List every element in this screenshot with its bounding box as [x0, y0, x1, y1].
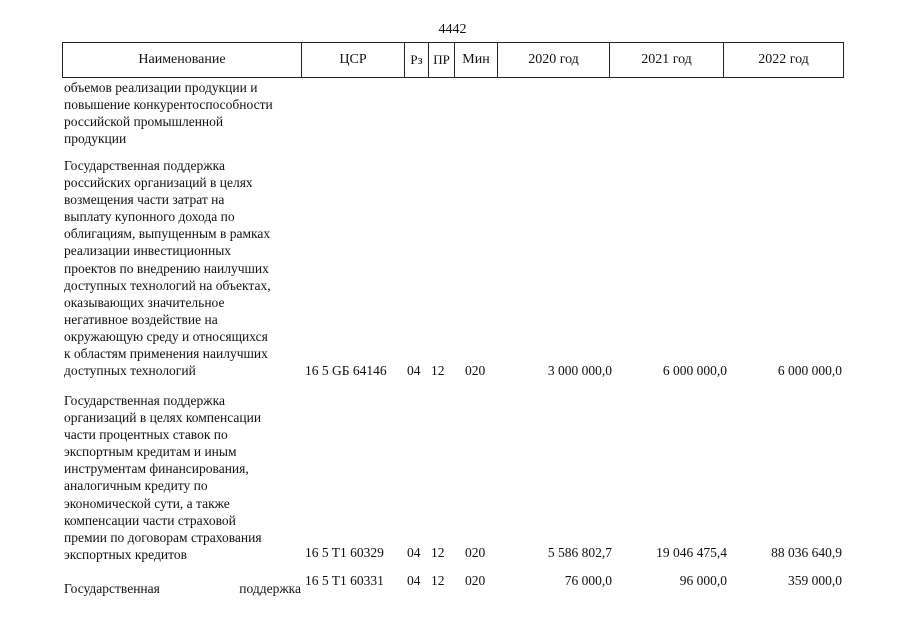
amount-2021: 96 000,0 [679, 573, 727, 588]
name-line: объемов реализации продукции и [64, 80, 258, 95]
amount-2020: 76 000,0 [564, 573, 612, 588]
name-line: продукции [64, 131, 127, 147]
name-line: российской промышленной [64, 114, 224, 130]
amount-2022: 88 036 640,9 [771, 545, 842, 560]
amount-2022: 359 000,0 [788, 573, 842, 588]
min-code: 020 [465, 573, 486, 588]
pr-code: 12 [431, 573, 445, 588]
table-row-continuation-name [64, 79, 301, 147]
name-line: негативное воздействие на [64, 311, 218, 327]
pr-code: 12 [431, 363, 445, 378]
csr-code: 16 5 GБ 64146 [305, 363, 387, 378]
table-header [62, 42, 844, 78]
name-line: экспортным кредитам и иным [64, 444, 237, 460]
amount-2020: 3 000 000,0 [547, 363, 612, 378]
name-line: выплату купонного дохода по [64, 209, 235, 225]
csr-code: 16 5 T1 60331 [305, 573, 384, 588]
amount-2021: 19 046 475,4 [656, 545, 727, 560]
name-line: оказывающих значительное [64, 294, 225, 310]
amount-2020: 5 586 802,7 [547, 545, 612, 560]
name-line: российских организаций в целях [64, 175, 253, 191]
name-line: доступных технологий [64, 363, 196, 379]
amount-2022: 6 000 000,0 [777, 363, 842, 378]
table-row-name [64, 392, 301, 563]
name-line: окружающую среду и относящихся [64, 328, 268, 344]
name-line: экономической сути, а также [64, 495, 230, 511]
name-line: инструментам финансирования, [64, 461, 249, 477]
header-pr: ПР [429, 43, 455, 77]
min-code: 020 [465, 545, 486, 560]
csr-code: 16 5 T1 60329 [305, 545, 384, 560]
rz-code: 04 [407, 363, 421, 378]
header-name: Наименование [63, 43, 302, 77]
header-min: Мин [455, 43, 498, 77]
name-line: премии по договорам страхования [64, 529, 262, 545]
name-line: к областям применения наилучших [64, 346, 268, 362]
name-line: проектов по внедрению наилучших [64, 260, 269, 276]
name-line: возмещения части затрат на [64, 192, 225, 208]
header-2022: 2022 год [758, 52, 809, 67]
rz-code: 04 [407, 545, 421, 560]
name-line: Государственная поддержка [64, 393, 225, 408]
name-line: облигациям, выпущенным в рамках [64, 226, 271, 242]
pr-code: 12 [431, 545, 445, 560]
name-line: повышение конкурентоспособности [64, 97, 273, 113]
name-line: части процентных ставок по [64, 427, 228, 443]
rz-code: 04 [407, 573, 421, 588]
header-rz: Рз [405, 43, 429, 77]
name-line: компенсации части страховой [64, 512, 236, 528]
name-line: организаций в целях компенсации [64, 410, 262, 426]
header-2020: 2020 год [498, 43, 610, 77]
header-csr: ЦСР [302, 43, 405, 77]
name-line: аналогичным кредиту по [64, 478, 208, 494]
table-row-name [64, 580, 301, 597]
name-line: доступных технологий на объектах, [64, 277, 271, 293]
name-line: Государственная поддержка [64, 158, 225, 173]
name-line: Государственная поддержка [64, 581, 301, 596]
page-number: 4442 [438, 22, 467, 37]
name-line: реализации инвестиционных [64, 243, 232, 259]
min-code: 020 [465, 363, 486, 378]
amount-2021: 6 000 000,0 [662, 363, 727, 378]
table-row-name [64, 157, 301, 379]
header-2021: 2021 год [610, 43, 724, 77]
name-line: экспортных кредитов [64, 546, 187, 562]
